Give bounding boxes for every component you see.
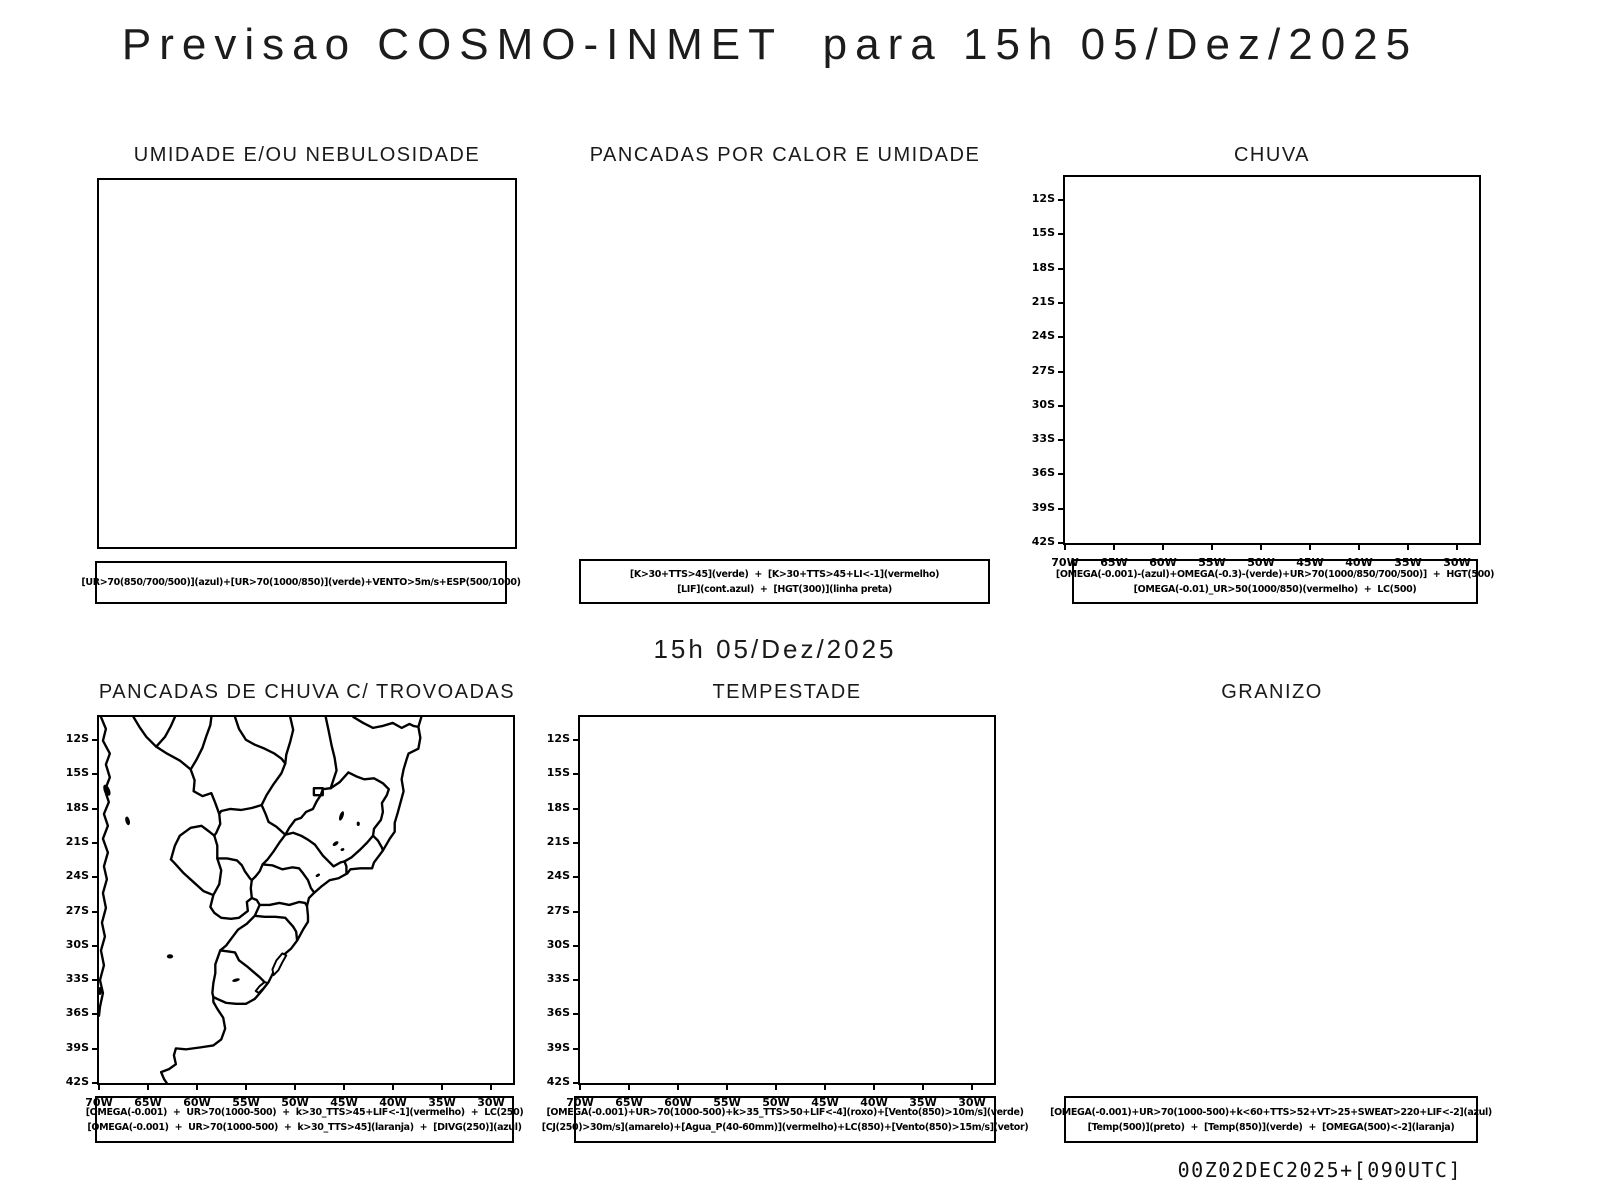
lon-tick-mark bbox=[873, 1083, 875, 1090]
caption-line: [K>30+TTS>45](verde) + [K>30+TTS>45+LI<-1](vermelho) bbox=[629, 568, 940, 580]
lat-tick-label: 21S bbox=[546, 834, 570, 848]
lat-tick-mark bbox=[1058, 508, 1065, 510]
lat-tick-label: 18S bbox=[65, 800, 89, 814]
south-america-basemap bbox=[99, 717, 513, 1083]
lat-tick-label: 39S bbox=[65, 1040, 89, 1054]
lat-tick-label: 18S bbox=[1031, 260, 1055, 274]
border-line bbox=[156, 717, 175, 747]
lat-tick-label: 42S bbox=[65, 1075, 89, 1088]
caption-line: [OMEGA(-0.001)+UR>70(1000-500)+k>35_TTS>50+LIF<-4](roxo)+[Vento(850)>10m/s](verde) bbox=[546, 1106, 1024, 1118]
caption-line: [OMEGA(-0.001) + UR>70(1000-500) + k>30_TTS>45](laranja) + [DIVG(250)](azul) bbox=[87, 1121, 522, 1133]
border-line bbox=[255, 916, 297, 941]
lat-tick-label: 24S bbox=[65, 869, 89, 883]
lon-tick-mark bbox=[343, 1083, 345, 1090]
lat-tick-mark bbox=[1058, 268, 1065, 270]
lat-tick-mark bbox=[1058, 473, 1065, 475]
lat-tick-label: 30S bbox=[65, 937, 89, 951]
lat-tick-mark bbox=[573, 739, 580, 741]
lat-tick-mark bbox=[573, 808, 580, 810]
panel-title-umidade: UMIDADE E/OU NEBULOSIDADE bbox=[133, 144, 481, 166]
lat-tick-mark bbox=[1058, 439, 1065, 441]
caption-umidade bbox=[81, 561, 521, 604]
lon-tick-mark bbox=[147, 1083, 149, 1090]
lon-tick-label: 70W bbox=[1051, 556, 1079, 569]
border-line bbox=[344, 861, 347, 873]
lat-tick-mark bbox=[573, 842, 580, 844]
lon-tick-label: 65W bbox=[615, 1096, 643, 1109]
lat-tick-label: 27S bbox=[1031, 363, 1055, 377]
caption-line: [Temp(500)](preto) + [Temp(850)](verde) + [OMEGA(500)<-2](laranja) bbox=[1087, 1121, 1455, 1133]
border-line bbox=[326, 717, 337, 788]
border-line bbox=[285, 772, 389, 866]
caption-line: [UR>70(850/700/500)](azul)+[UR>70(1000/850)](verde)+VENTO>5m/s+ESP(500/1000) bbox=[81, 577, 521, 588]
caption-trovoadas bbox=[85, 1096, 524, 1143]
lon-tick-label: 65W bbox=[1100, 556, 1128, 569]
border-line bbox=[171, 859, 213, 895]
lon-tick-label: 45W bbox=[1296, 556, 1324, 569]
reservoir bbox=[338, 811, 345, 822]
lon-tick-mark bbox=[677, 1083, 679, 1090]
lat-tick-mark bbox=[1058, 199, 1065, 201]
lat-tick-mark bbox=[92, 1048, 99, 1050]
lat-tick-mark bbox=[573, 876, 580, 878]
lon-tick-label: 70W bbox=[85, 1096, 113, 1109]
plot-frame-umidade bbox=[97, 178, 517, 549]
border-line bbox=[373, 836, 383, 851]
lake-poopo bbox=[124, 816, 130, 826]
lon-tick-label: 50W bbox=[1247, 556, 1275, 569]
lon-tick-label: 55W bbox=[713, 1096, 741, 1109]
lon-tick-label: 45W bbox=[811, 1096, 839, 1109]
lat-tick-label: 33S bbox=[65, 972, 89, 986]
lon-tick-mark bbox=[775, 1083, 777, 1090]
lat-tick-label: 42S bbox=[546, 1075, 570, 1088]
lat-tick-mark bbox=[92, 979, 99, 981]
lon-tick-mark bbox=[490, 1083, 492, 1090]
reservoir bbox=[332, 840, 340, 847]
lat-tick-label: 39S bbox=[1031, 500, 1055, 514]
lat-tick-label: 42S bbox=[1031, 535, 1055, 548]
lon-tick-mark bbox=[392, 1083, 394, 1090]
border-line bbox=[191, 717, 212, 769]
border-line bbox=[210, 836, 251, 919]
lon-tick-label: 50W bbox=[762, 1096, 790, 1109]
lat-tick-label: 30S bbox=[1031, 397, 1055, 411]
lat-tick-label: 36S bbox=[65, 1006, 89, 1020]
caption-tempestade bbox=[541, 1096, 1029, 1143]
page-title: Previsao COSMO-INMET para 15h 05/Dez/2025 bbox=[121, 20, 1419, 69]
border-line bbox=[212, 898, 259, 997]
valid-time-label: 15h 05/Dez/2025 bbox=[653, 634, 897, 664]
lat-tick-mark bbox=[1058, 302, 1065, 304]
lat-tick-label: 24S bbox=[546, 869, 570, 883]
lat-tick-mark bbox=[92, 1013, 99, 1015]
panel-title-pancadas-calor: PANCADAS POR CALOR E UMIDADE bbox=[589, 144, 981, 166]
border-line bbox=[285, 717, 293, 763]
lat-tick-mark bbox=[92, 773, 99, 775]
lat-tick-mark bbox=[573, 1013, 580, 1015]
lat-tick-mark bbox=[573, 911, 580, 913]
lon-tick-label: 45W bbox=[330, 1096, 358, 1109]
lat-tick-label: 18S bbox=[546, 800, 570, 814]
border-line bbox=[252, 835, 286, 881]
lon-tick-mark bbox=[971, 1083, 973, 1090]
lake-mar-chiquita bbox=[167, 954, 173, 958]
lon-tick-label: 30W bbox=[1443, 556, 1471, 569]
lat-tick-label: 15S bbox=[65, 766, 89, 780]
lon-tick-mark bbox=[628, 1083, 630, 1090]
caption-pancadas-calor bbox=[579, 559, 990, 604]
lat-tick-mark bbox=[92, 876, 99, 878]
lon-tick-mark bbox=[1358, 543, 1360, 550]
lat-tick-mark bbox=[573, 979, 580, 981]
lon-tick-label: 50W bbox=[281, 1096, 309, 1109]
caption-line: [OMEGA(-0.001)-(azul)+OMEGA(-0.3)-(verde)+UR>70(1000/850/700/500)] + HGT(500) bbox=[1055, 568, 1495, 580]
lat-tick-label: 33S bbox=[546, 972, 570, 986]
lon-tick-label: 30W bbox=[477, 1096, 505, 1109]
lat-tick-mark bbox=[1058, 405, 1065, 407]
border-line bbox=[220, 950, 264, 991]
panel-title-chuva: CHUVA bbox=[1233, 144, 1311, 166]
lat-tick-mark bbox=[1058, 336, 1065, 338]
lat-tick-mark bbox=[92, 911, 99, 913]
lon-tick-mark bbox=[579, 1083, 581, 1090]
lat-tick-label: 24S bbox=[1031, 329, 1055, 343]
border-line bbox=[99, 717, 110, 1016]
caption-line: [OMEGA(-0.001)+UR>70(1000-500)+k<60+TTS>52+VT>25+SWEAT>220+LIF<-2](azul) bbox=[1050, 1106, 1492, 1118]
lon-tick-label: 60W bbox=[1149, 556, 1177, 569]
lat-tick-label: 15S bbox=[546, 766, 570, 780]
lat-tick-label: 21S bbox=[65, 834, 89, 848]
lat-tick-label: 39S bbox=[546, 1040, 570, 1054]
lon-tick-label: 55W bbox=[1198, 556, 1226, 569]
lon-tick-label: 40W bbox=[860, 1096, 888, 1109]
lon-tick-mark bbox=[196, 1083, 198, 1090]
lon-tick-mark bbox=[98, 1083, 100, 1090]
lon-tick-mark bbox=[245, 1083, 247, 1090]
lat-tick-label: 36S bbox=[546, 1006, 570, 1020]
lat-tick-mark bbox=[1058, 371, 1065, 373]
lon-tick-label: 70W bbox=[566, 1096, 594, 1109]
border-line bbox=[260, 902, 307, 906]
lat-tick-mark bbox=[92, 739, 99, 741]
lon-tick-label: 40W bbox=[1345, 556, 1373, 569]
plot-frame-chuva bbox=[1031, 175, 1481, 569]
lon-tick-mark bbox=[824, 1083, 826, 1090]
reservoir bbox=[232, 978, 240, 983]
lat-tick-label: 15S bbox=[1031, 226, 1055, 240]
caption-line: [OMEGA(-0.001) + UR>70(1000-500) + k>30_TTS>45+LIF<-1](vermelho) + LC(250) bbox=[85, 1106, 524, 1118]
panel-title-granizo: GRANIZO bbox=[1221, 681, 1323, 703]
lat-tick-mark bbox=[573, 945, 580, 947]
reservoir bbox=[340, 848, 345, 852]
plot-frame-trovoadas bbox=[65, 715, 515, 1109]
lon-tick-label: 60W bbox=[664, 1096, 692, 1109]
border-line bbox=[217, 858, 252, 898]
reservoir bbox=[315, 873, 320, 878]
lon-tick-label: 30W bbox=[958, 1096, 986, 1109]
lat-tick-label: 30S bbox=[546, 937, 570, 951]
lat-tick-label: 27S bbox=[546, 903, 570, 917]
lat-tick-label: 33S bbox=[1031, 432, 1055, 446]
lat-tick-label: 12S bbox=[65, 732, 89, 745]
lake-titicaca bbox=[102, 784, 112, 797]
lat-tick-label: 36S bbox=[1031, 466, 1055, 480]
lon-tick-mark bbox=[1064, 543, 1066, 550]
lat-tick-mark bbox=[573, 773, 580, 775]
model-run-stamp: 00Z02DEC2025+[090UTC] bbox=[1177, 1158, 1462, 1182]
lon-tick-mark bbox=[922, 1083, 924, 1090]
border-line bbox=[353, 717, 418, 728]
border-line bbox=[235, 717, 285, 763]
caption-granizo bbox=[1050, 1096, 1492, 1143]
plot-frame-tempestade bbox=[546, 715, 996, 1109]
lat-tick-mark bbox=[573, 1048, 580, 1050]
coastline bbox=[161, 717, 421, 1083]
lon-tick-label: 40W bbox=[379, 1096, 407, 1109]
border-line bbox=[171, 826, 214, 860]
lon-tick-mark bbox=[1309, 543, 1311, 550]
lat-tick-label: 21S bbox=[1031, 294, 1055, 308]
lon-tick-label: 55W bbox=[232, 1096, 260, 1109]
caption-line: [CJ(250)>30m/s](amarelo)+[Agua_P(40-60mm)](vermelho)+LC(850)+[Vento(850)>15m/s](vetor) bbox=[541, 1121, 1029, 1133]
lon-tick-mark bbox=[1113, 543, 1115, 550]
border-line bbox=[219, 763, 285, 813]
lon-tick-mark bbox=[726, 1083, 728, 1090]
border-line bbox=[262, 805, 286, 835]
caption-line: [LIF](cont.azul) + [HGT(300)](linha preta) bbox=[677, 583, 892, 595]
lon-tick-mark bbox=[1260, 543, 1262, 550]
lat-tick-mark bbox=[92, 842, 99, 844]
lon-tick-label: 35W bbox=[1394, 556, 1422, 569]
lon-tick-mark bbox=[441, 1083, 443, 1090]
caption-line: [OMEGA(-0.01)_UR>50(1000/850)(vermelho) + LC(500) bbox=[1133, 583, 1417, 595]
lon-tick-label: 60W bbox=[183, 1096, 211, 1109]
lagoa-dos-patos bbox=[272, 953, 286, 975]
lat-tick-label: 12S bbox=[1031, 192, 1055, 205]
lon-tick-mark bbox=[1162, 543, 1164, 550]
lon-tick-label: 35W bbox=[428, 1096, 456, 1109]
lat-tick-mark bbox=[92, 945, 99, 947]
lon-tick-mark bbox=[1456, 543, 1458, 550]
lon-tick-mark bbox=[294, 1083, 296, 1090]
lon-tick-label: 65W bbox=[134, 1096, 162, 1109]
lat-tick-mark bbox=[1058, 233, 1065, 235]
lat-tick-label: 12S bbox=[546, 732, 570, 745]
lon-tick-mark bbox=[1211, 543, 1213, 550]
panel-title-tempestade: TEMPESTADE bbox=[712, 681, 862, 703]
lon-tick-label: 35W bbox=[909, 1096, 937, 1109]
reservoir bbox=[357, 822, 360, 826]
panel-title-trovoadas: PANCADAS DE CHUVA C/ TROVOADAS bbox=[98, 681, 516, 703]
lat-tick-label: 27S bbox=[65, 903, 89, 917]
border-line bbox=[263, 864, 314, 892]
lon-tick-mark bbox=[1407, 543, 1409, 550]
lat-tick-mark bbox=[92, 808, 99, 810]
